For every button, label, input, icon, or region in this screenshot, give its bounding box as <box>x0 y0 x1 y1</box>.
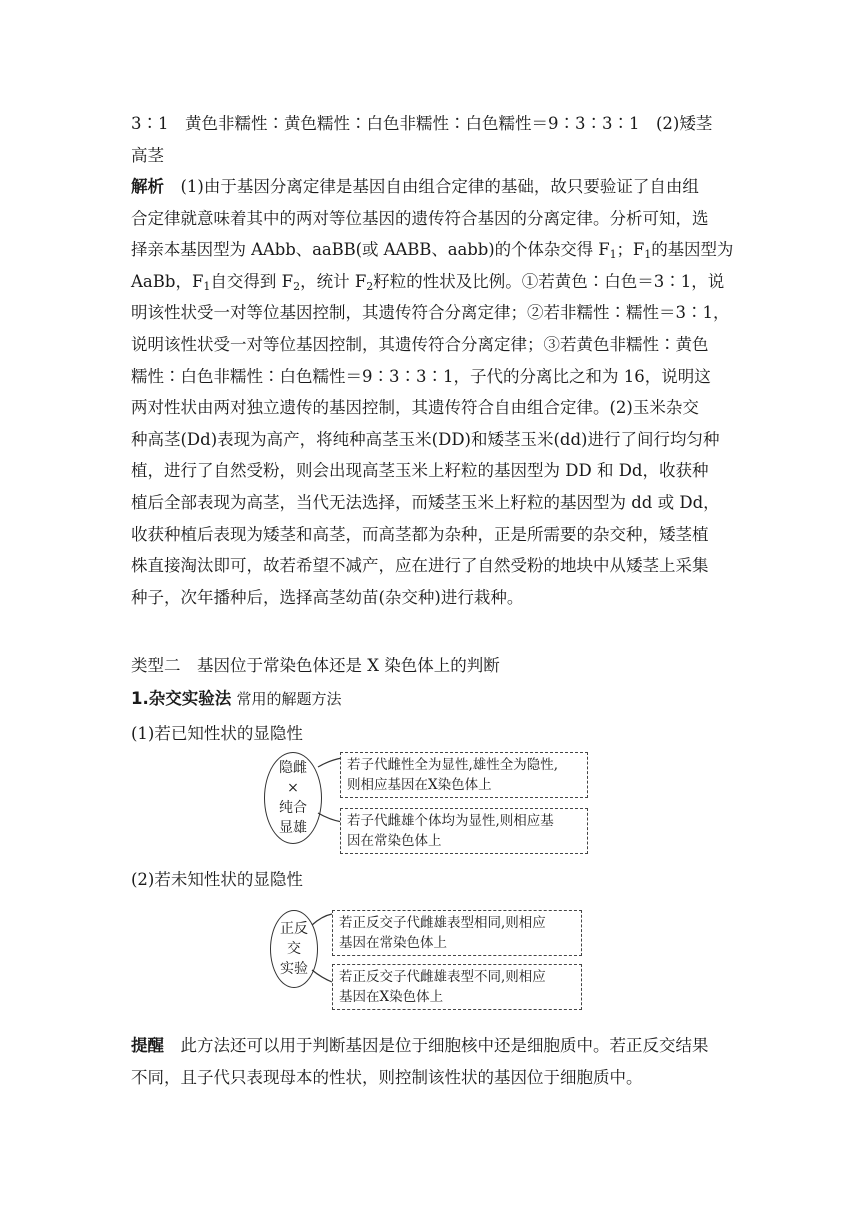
ellipse-text: 正反 <box>280 921 308 937</box>
analysis-line-10: 植，进行了自然受粉，则会出现高茎玉米上籽粒的基因型为 DD 和 Dd，收获种 <box>131 461 709 481</box>
tip-line-2: 不同，且子代只表现母本的性状，则控制该性状的基因位于细胞质中。 <box>131 1067 643 1087</box>
method-title: 1.杂交实验法 <box>131 689 232 708</box>
ellipse-text: 显雄 <box>279 820 307 836</box>
subscript: 2 <box>366 279 374 293</box>
diagram2-ellipse <box>270 910 318 988</box>
box-text: 基因在X染色体上 <box>339 989 444 1005</box>
ellipse-text: 实验 <box>280 961 308 977</box>
answer-line-2: 高茎 <box>131 145 164 165</box>
analysis-text: ，统计 F <box>300 271 367 291</box>
tip-line-1 <box>131 1030 733 1062</box>
subscript: 2 <box>293 279 301 293</box>
diagram2-result-x <box>332 964 582 1010</box>
box-text: 基因在常染色体上 <box>339 935 447 951</box>
box-text: 若子代雌性全为显性,雄性全为隐性, <box>347 757 559 773</box>
tip-text: 此方法还可以用于判断基因是位于细胞核中还是细胞质中。若正反交结果 <box>180 1036 709 1055</box>
ellipse-text: 纯合 <box>279 800 307 816</box>
box-text: 因在常染色体上 <box>347 833 442 849</box>
method-subtitle: 常用的解题方法 <box>236 690 342 708</box>
analysis-text: 籽粒的性状及比例。①若黄色∶白色＝3∶1，说 <box>373 271 725 291</box>
analysis-text: 择亲本基因型为 AAbb、aaBB(或 AABB、aabb)的个体杂交得 F <box>131 240 610 260</box>
diagram2-result-autosome <box>332 910 582 956</box>
ellipse-text: 交 <box>287 941 301 957</box>
analysis-line-12: 收获种植后表现为矮茎和高茎，而高茎都为杂种，正是所需要的杂交种，矮茎植 <box>131 524 709 544</box>
tip-paragraph <box>131 1030 733 1093</box>
answer-line-1: 3∶1 黄色非糯性∶黄色糯性∶白色非糯性∶白色糯性＝9∶3∶3∶1 (2)矮茎 <box>131 114 713 133</box>
subscript: 1 <box>203 279 211 293</box>
analysis-text: 的基因型为 <box>651 240 734 260</box>
subscript: 1 <box>609 248 617 262</box>
case2-heading: (2)若未知性状的显隐性 <box>131 870 303 889</box>
analysis-text: AaBb，F <box>131 271 204 291</box>
box-text: 若正反交子代雌雄表型相同,则相应 <box>339 915 546 931</box>
box-text: 若子代雌雄个体均为显性,则相应基 <box>347 813 554 829</box>
ellipse-text: 隐雌 <box>279 760 307 776</box>
box-text: 若正反交子代雌雄表型不同,则相应 <box>339 969 546 985</box>
box-text: 则相应基因在X染色体上 <box>347 777 492 793</box>
ellipse-text: × <box>287 780 299 796</box>
analysis-line-9: 种高茎(Dd)表现为高产，将纯种高茎玉米(DD)和矮茎玉米(dd)进行了间行均匀种 <box>131 429 720 449</box>
analysis-line-8: 两对性状由两对独立遗传的基因控制，其遗传符合自由组合定律。(2)玉米杂交 <box>131 398 699 418</box>
analysis-line-6: 说明该性状受一对等位基因控制，其遗传符合分离定律；③若黄色非糯性∶黄色 <box>131 334 709 354</box>
analysis-line-2: 合定律就意味着其中的两对等位基因的遗传符合基因的分离定律。分析可知，选 <box>131 208 709 228</box>
analysis-text: (1)由于基因分离定律是基因自由组合定律的基础，故只要验证了自由组 <box>180 177 699 196</box>
analysis-label: 解析 <box>131 177 164 196</box>
analysis-text: ；F <box>616 240 645 260</box>
case1-heading: (1)若已知性状的显隐性 <box>131 724 303 743</box>
subscript: 1 <box>644 248 652 262</box>
analysis-text: 自交得到 F <box>210 271 294 291</box>
analysis-line-11: 植后全部表现为高茎，当代无法选择，而矮茎玉米上籽粒的基因型为 dd 或 Dd， <box>131 492 720 512</box>
tip-label: 提醒 <box>131 1036 164 1055</box>
analysis-line-7: 糯性∶白色非糯性∶白色糯性＝9∶3∶3∶1，子代的分离比之和为 16，说明这 <box>131 366 711 386</box>
analysis-line-5: 明该性状受一对等位基因控制，其遗传符合分离定律；②若非糯性∶糯性＝3∶1， <box>131 303 730 323</box>
type-heading: 类型二 基因位于常染色体还是 X 染色体上的判断 <box>131 656 500 675</box>
analysis-line-13: 株直接淘汰即可，故若希望不减产，应在进行了自然受粉的地块中从矮茎上采集 <box>131 556 709 576</box>
analysis-line-14: 种子，次年播种后，选择高茎幼苗(杂交种)进行栽种。 <box>131 587 524 607</box>
